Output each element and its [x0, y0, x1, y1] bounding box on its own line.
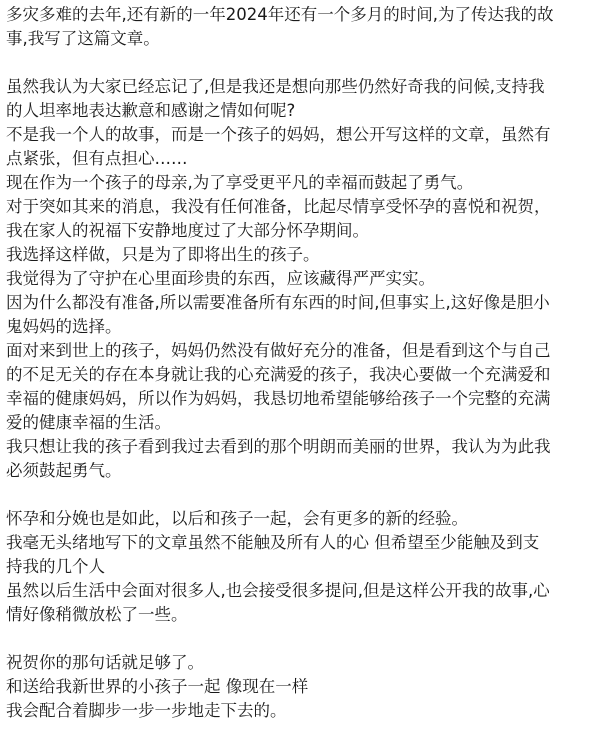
paragraph-gap — [6, 51, 594, 75]
text-line: 点紧张，但有点担心…… — [6, 149, 188, 168]
text-line: 因为什么都没有准备,所以需要准备所有东西的时间,但事实上,这好像是胆小 — [6, 293, 550, 312]
text-line: 持我的几个人 — [6, 557, 105, 576]
text-line: 和送给我新世界的小孩子一起 像现在一样 — [6, 677, 309, 696]
text-line: 幸福的健康妈妈，所以作为妈妈，我恳切地希望能够给孩子一个完整的充满 — [6, 389, 551, 408]
text-line: 我觉得为了守护在心里面珍贵的东西，应该藏得严严实实。 — [6, 269, 435, 288]
text-line: 我毫无头绪地写下的文章虽然不能触及所有人的心 但希望至少能触及到支 — [6, 533, 540, 552]
text-line: 我只想让我的孩子看到我过去看到的那个明朗而美丽的世界，我认为为此我 — [6, 437, 551, 456]
paragraph-2 — [6, 75, 594, 483]
text-line: 我选择这样做，只是为了即将出生的孩子。 — [6, 245, 320, 264]
paragraph-1 — [6, 3, 594, 51]
text-line: 对于突如其来的消息，我没有任何准备，比起尽情享受怀孕的喜悦和祝贺， — [6, 197, 551, 216]
text-line: 我会配合着脚步一步一步地走下去的。 — [6, 701, 287, 720]
text-line: 情好像稍微放松了一些。 — [6, 605, 188, 624]
text-line: 现在作为一个孩子的母亲,为了享受更平凡的幸福而鼓起了勇气。 — [6, 173, 474, 192]
text-line: 鬼妈妈的选择。 — [6, 317, 122, 336]
text-line: 虽然我认为大家已经忘记了,但是我还是想向那些仍然好奇我的问候,支持我 — [6, 77, 545, 96]
text-line: 我在家人的祝福下安静地度过了大部分怀孕期间。 — [6, 221, 369, 240]
text-line: 的人坦率地表达歉意和感谢之情如何呢? — [6, 101, 296, 120]
text-line: 爱的健康幸福的生活。 — [6, 413, 171, 432]
text-line: 怀孕和分娩也是如此，以后和孩子一起，会有更多的新的经验。 — [6, 509, 468, 528]
text-line: 不是我一个人的故事，而是一个孩子的妈妈，想公开写这样的文章，虽然有 — [6, 125, 551, 144]
text-line: 事,我写了这篇文章。 — [6, 29, 160, 48]
paragraph-3 — [6, 507, 594, 627]
paragraph-gap — [6, 627, 594, 651]
text-line: 的不足无关的存在本身就让我的心充满爱的孩子，我决心要做一个充满爱和 — [6, 365, 551, 384]
text-line: 祝贺你的那句话就足够了。 — [6, 653, 204, 672]
text-line: 必须鼓起勇气。 — [6, 461, 122, 480]
text-line: 虽然以后生活中会面对很多人,也会接受很多提问,但是这样公开我的故事,心 — [6, 581, 550, 600]
text-line: 多灾多难的去年,还有新的一年2024年还有一个多月的时间,为了传达我的故 — [6, 5, 554, 24]
paragraph-4 — [6, 651, 594, 723]
text-line: 面对来到世上的孩子，妈妈仍然没有做好充分的准备，但是看到这个与自己 — [6, 341, 551, 360]
paragraph-gap — [6, 483, 594, 507]
